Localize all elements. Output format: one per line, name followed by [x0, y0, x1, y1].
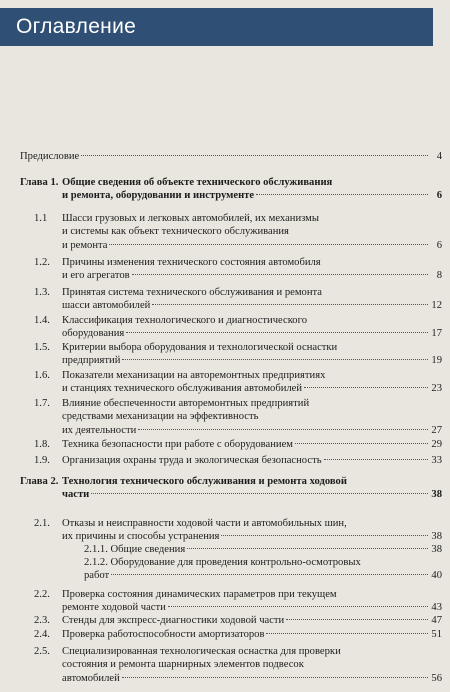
toc-entry-title-line: Шасси грузовых и легковых автомобилей, их механизмы — [62, 213, 319, 224]
toc-entry-page: 38 — [431, 531, 442, 543]
toc-entry-number: Глава 1. — [20, 177, 59, 188]
toc-entry-page: 6 — [436, 239, 442, 251]
leader-dots — [132, 274, 428, 275]
toc-entry-title-line: Принятая система технического обслуживания и ремонта — [62, 287, 322, 298]
toc-entry-title-line: ремонте ходовой части — [62, 602, 166, 614]
leader-dots — [91, 493, 428, 494]
toc-entry-title-line: их деятельности — [62, 424, 137, 436]
toc-entry-title-line: состояния и ремонта шарнирных элементов подвесок — [62, 659, 304, 671]
leader-dots — [266, 633, 428, 634]
leader-dots — [122, 359, 428, 360]
toc-entry-page: 27 — [431, 424, 442, 436]
toc-entry-title-line: предприятий — [62, 355, 121, 367]
toc-entry-number: 2.3. — [34, 615, 50, 626]
toc-entry-page: 38 — [431, 489, 442, 501]
toc-entry-number: 1.7. — [34, 398, 50, 409]
toc-entry-page: 17 — [431, 328, 442, 340]
toc-entry-number: 1.5. — [34, 342, 50, 353]
toc-entry-title-line: Критерии выбора оборудования и технологической оснастки — [62, 342, 338, 353]
leader-dots — [256, 194, 428, 195]
leader-dots — [295, 443, 428, 444]
leader-dots — [81, 155, 428, 156]
leader-dots — [152, 304, 428, 305]
toc-entry-title-line: Стенды для экспресс-диагностики ходовой части — [62, 615, 285, 626]
leader-dots — [324, 459, 428, 460]
toc-entry-title-line: их причины и способы устранения — [62, 531, 220, 543]
toc-entry-title-line: Технология технического обслуживания и ремонта ходовой — [62, 476, 347, 487]
toc-entry-number: 1.1 — [34, 213, 48, 224]
leader-dots — [187, 548, 428, 549]
toc-entry-title-line: и ремонта, оборудовании и инструменте — [62, 190, 255, 202]
toc-entry-title-line: Причины изменения технического состояния автомобиля — [62, 257, 321, 268]
toc-entry-page: 8 — [436, 270, 442, 282]
toc-entry-title-line: и станциях технического обслуживания автомобилей — [62, 383, 303, 395]
toc-entry-title-line: 2.1.2. Оборудование для проведения контрольно-осмотровых — [84, 557, 361, 568]
toc-entry-title-line: шасси автомобилей — [62, 300, 151, 312]
toc-entry-title-line: Специализированная технологическая оснастка для проверки — [62, 646, 341, 657]
toc-entry-number: Глава 2. — [20, 476, 59, 487]
toc-entry-number: 1.3. — [34, 287, 50, 298]
toc-entry-title-line: Проверка работоспособности амортизаторов — [62, 629, 265, 640]
toc-title-banner — [0, 8, 433, 46]
toc-entry-title-line: работ — [84, 570, 110, 582]
toc-entry-page: 56 — [431, 672, 442, 684]
toc-entry-title-line: Техника безопасности при работе с оборудованием — [62, 439, 293, 450]
toc-entry-title-line: автомобилей — [62, 672, 120, 684]
leader-dots — [126, 332, 428, 333]
toc-entry-number: 1.8. — [34, 439, 50, 450]
toc-entry-page: 12 — [431, 300, 442, 312]
toc-entry-number: 2.4. — [34, 629, 50, 640]
toc-entry-title-line: 2.1.1. Общие сведения — [84, 544, 186, 555]
leader-dots — [304, 387, 428, 388]
toc-entry-title-line: и ремонта — [62, 239, 108, 251]
toc-entry-page: 19 — [431, 355, 442, 367]
toc-entry-number: 1.4. — [34, 315, 50, 326]
leader-dots — [122, 677, 428, 678]
toc-entry-page: 4 — [436, 151, 442, 162]
toc-entry-title-line: Общие сведения об объекте технического обслуживания — [62, 177, 333, 188]
toc-entry-number: 2.1. — [34, 518, 50, 529]
toc-entry-title-line: оборудования — [62, 328, 125, 340]
toc-entry-page: 38 — [431, 544, 442, 555]
leader-dots — [111, 574, 428, 575]
toc-entry-page: 33 — [431, 455, 442, 466]
toc-entry-number: 2.2. — [34, 589, 50, 600]
toc-entry-page: 23 — [431, 383, 442, 395]
leader-dots — [221, 535, 428, 536]
toc-entry-title-line: Предисловие — [20, 151, 80, 162]
toc-entry-page: 40 — [431, 570, 442, 582]
toc-entry-title-line: Влияние обеспеченности авторемонтных предприятий — [62, 398, 310, 409]
toc-entry-title-line: Проверка состояния динамических параметров при текущем — [62, 589, 337, 600]
toc-entry-page: 43 — [431, 602, 442, 614]
leader-dots — [109, 244, 428, 245]
toc-entry-title-line: Показатели механизации на авторемонтных предприятиях — [62, 370, 326, 381]
toc-entry-page: 47 — [431, 615, 442, 626]
toc-entry-title-line: Организация охраны труда и экологическая безопасность — [62, 455, 322, 466]
toc-entry-page: 29 — [431, 439, 442, 450]
toc-entry-title-line: Отказы и неисправности ходовой части и автомобильных шин, — [62, 518, 347, 529]
toc-entry-title-line: Классификация технологического и диагностического — [62, 315, 307, 326]
toc-entry-number: 1.9. — [34, 455, 50, 466]
toc-entry-title-line: средствами механизации на эффективность — [62, 411, 259, 423]
toc-entry-number: 1.6. — [34, 370, 50, 381]
leader-dots — [168, 606, 428, 607]
toc-entry-number: 1.2. — [34, 257, 50, 268]
leader-dots — [286, 619, 428, 620]
leader-dots — [138, 429, 428, 430]
toc-entry-title-line: части — [62, 489, 90, 501]
toc-entry-page: 51 — [431, 629, 442, 640]
toc-entry-title-line: и системы как объект технического обслуживания — [62, 226, 289, 238]
toc-entry-page: 6 — [436, 190, 442, 202]
page-title: Оглавление — [16, 15, 137, 38]
toc-entry-number: 2.5. — [34, 646, 50, 657]
toc-entry-title-line: и его агрегатов — [62, 270, 130, 282]
